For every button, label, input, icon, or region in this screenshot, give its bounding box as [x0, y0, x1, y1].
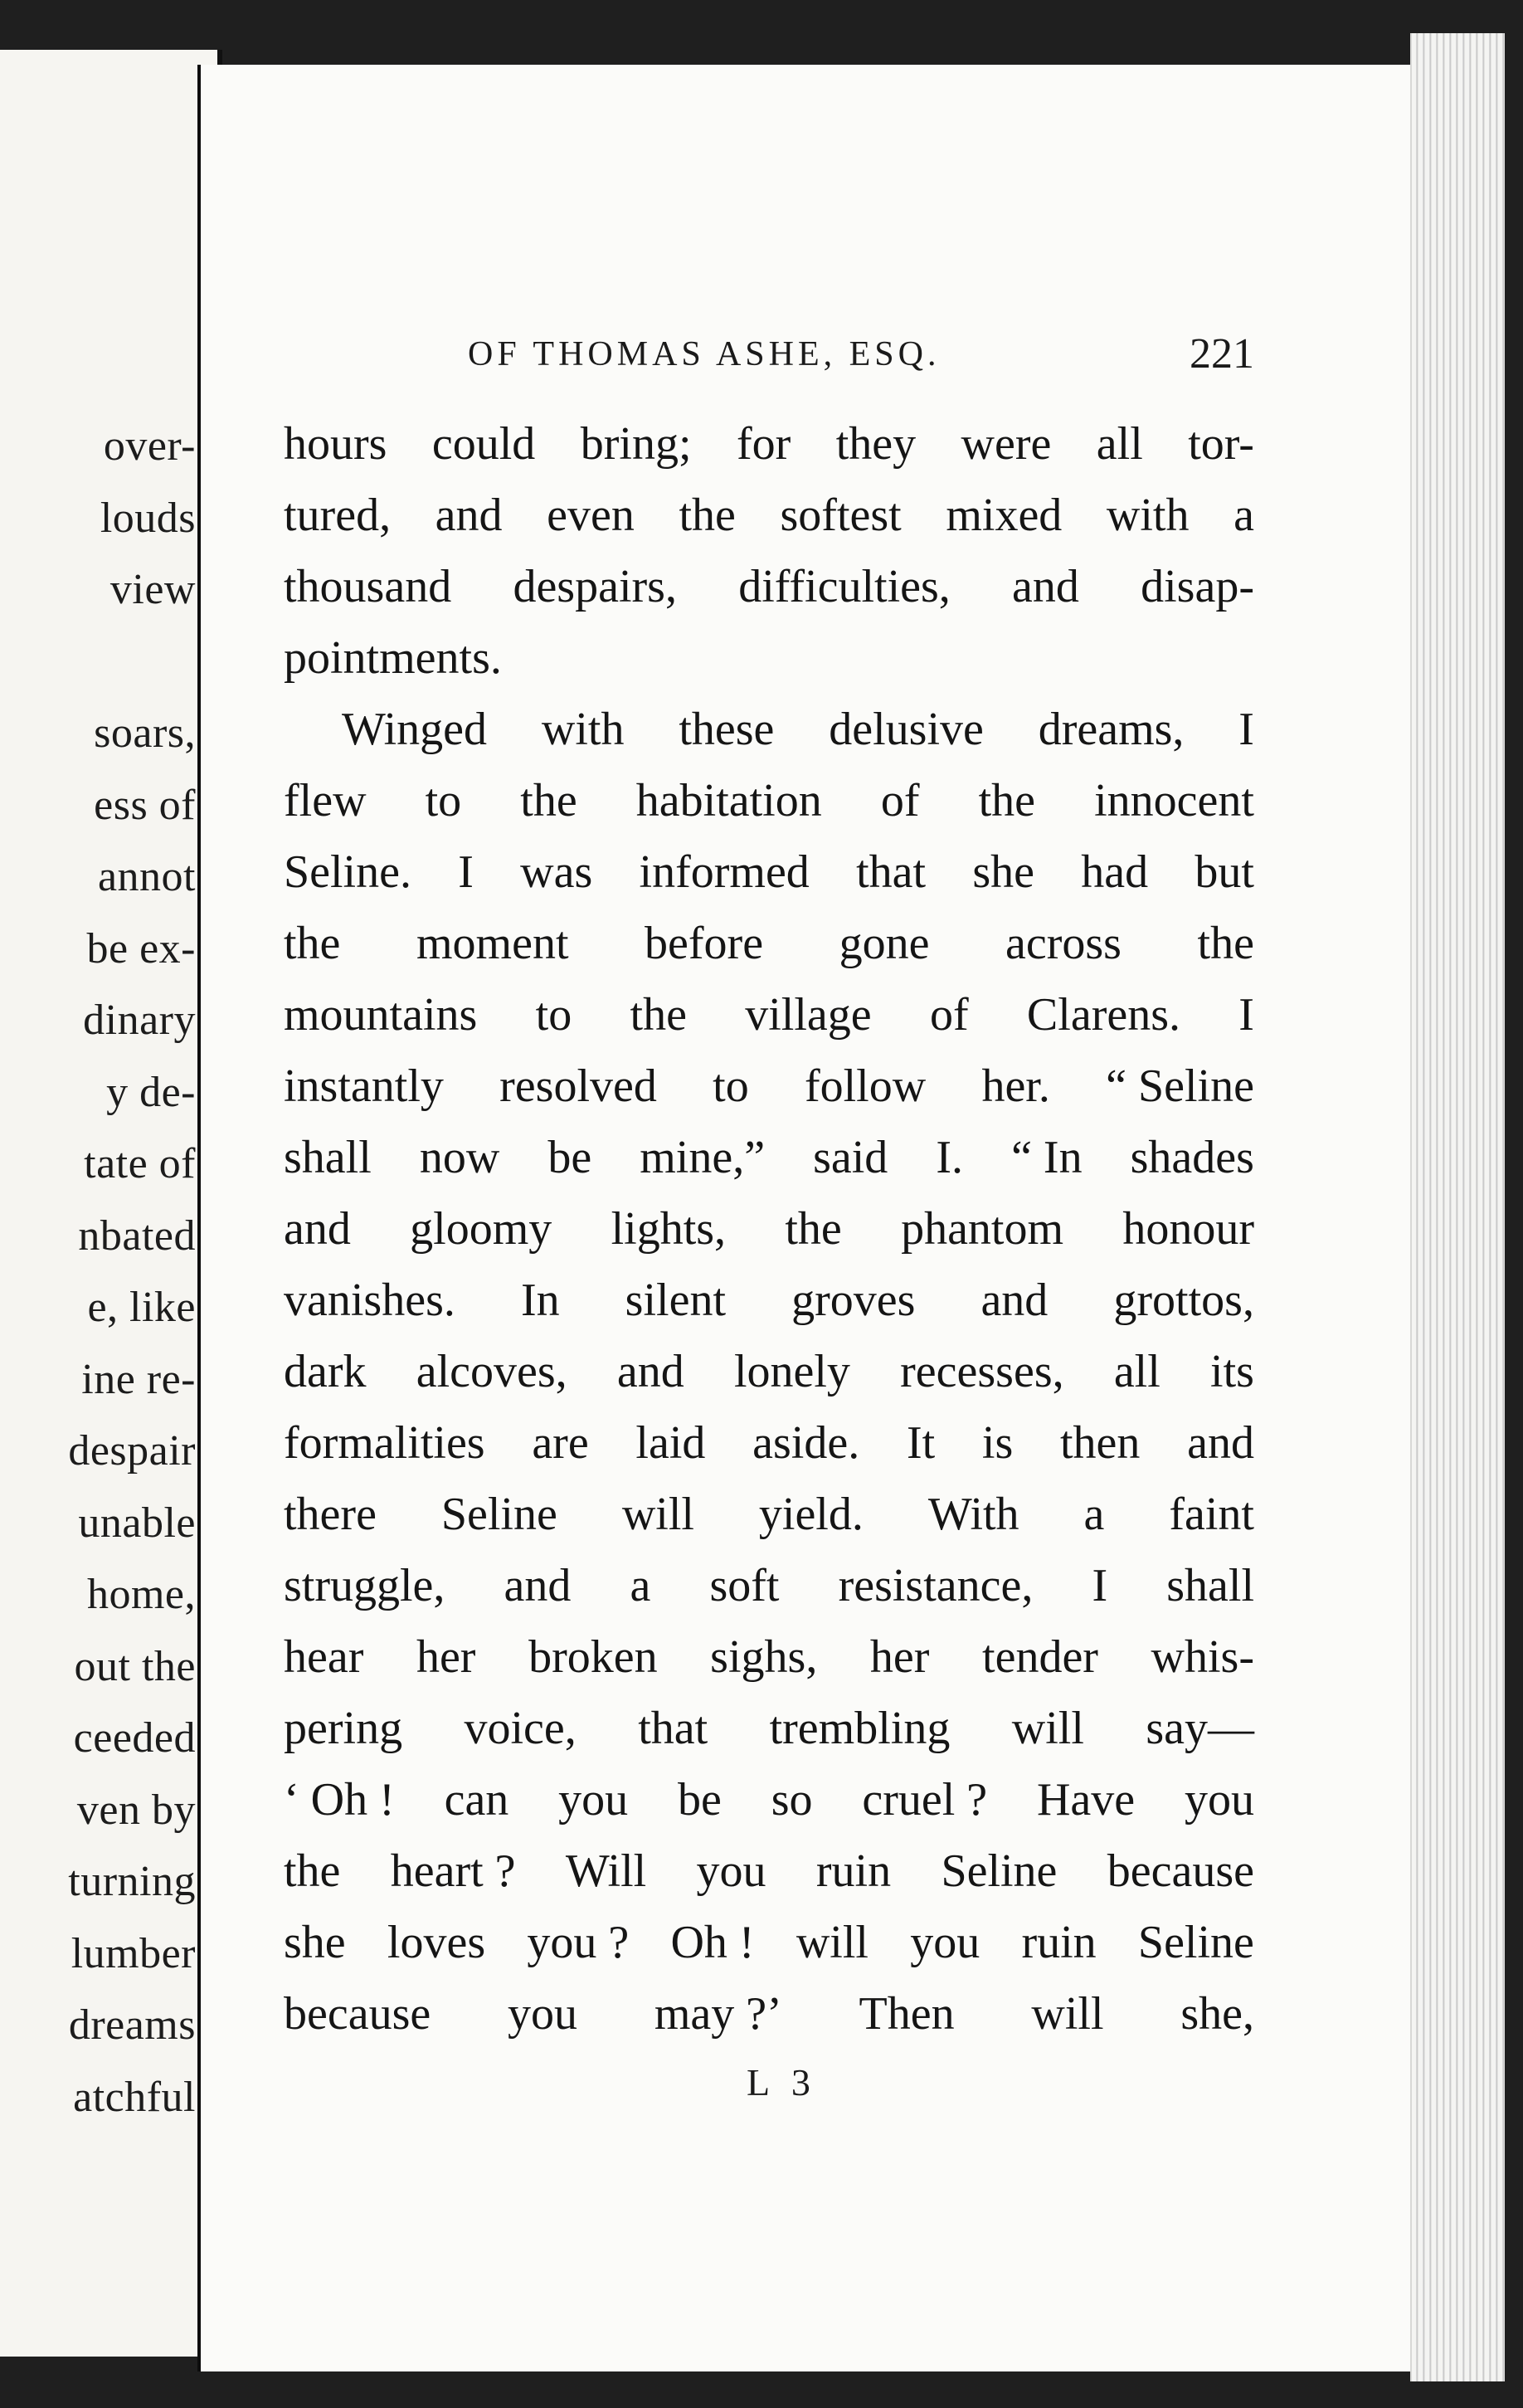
word: the — [520, 775, 577, 826]
facing-page-line: ess of — [94, 781, 196, 829]
facing-page-line: home, — [86, 1571, 196, 1618]
word: a — [1083, 1489, 1105, 1540]
word: despairs, — [513, 561, 677, 612]
word: lights, — [611, 1203, 727, 1255]
word: hear — [284, 1631, 364, 1683]
facing-page-line: lumber — [71, 1929, 196, 1977]
word: across — [1005, 918, 1122, 969]
text-line — [284, 1550, 1254, 1621]
word: thousand — [284, 561, 452, 612]
word: her. — [981, 1060, 1050, 1112]
word: the — [679, 490, 736, 541]
word: you — [558, 1774, 629, 1825]
text-line — [284, 408, 1254, 480]
facing-page-left — [0, 50, 222, 2357]
word: of — [880, 775, 920, 826]
word: the — [284, 1845, 341, 1897]
facing-page-line — [0, 626, 196, 699]
word: soft — [709, 1560, 780, 1611]
facing-page-line: over- — [103, 422, 196, 470]
word: aside. — [752, 1417, 860, 1469]
text-line — [284, 622, 1254, 694]
text-line — [284, 480, 1254, 551]
facing-page-line: atchful — [73, 2073, 196, 2121]
word: now — [419, 1132, 500, 1183]
word: ‘ Oh ! — [284, 1774, 395, 1825]
word: informed — [639, 846, 810, 898]
word: “ In — [1011, 1132, 1083, 1183]
word: and — [616, 1346, 684, 1397]
signature-mark: L 3 — [747, 2061, 817, 2103]
word: shades — [1130, 1132, 1254, 1183]
word: and — [980, 1275, 1049, 1326]
word: Clarens. — [1026, 989, 1180, 1041]
facing-page-line: ven by — [76, 1786, 196, 1834]
word: can — [444, 1774, 509, 1825]
word: Seline. — [284, 846, 411, 898]
word: delusive — [829, 704, 984, 755]
word: I — [1238, 704, 1254, 755]
facing-page-line: out the — [74, 1642, 196, 1690]
word: instantly — [284, 1060, 444, 1112]
word: you — [696, 1845, 766, 1897]
facing-page-line: ine re- — [81, 1355, 196, 1403]
word: say— — [1146, 1703, 1254, 1754]
word: ruin — [815, 1845, 892, 1897]
word: but — [1195, 846, 1254, 898]
word: had — [1081, 846, 1149, 898]
word: you — [508, 1988, 578, 2040]
word: dreams, — [1038, 704, 1185, 755]
word: grottos, — [1113, 1275, 1254, 1326]
word: could — [431, 418, 536, 470]
facing-page-line: despair — [68, 1427, 196, 1475]
word: disap- — [1141, 561, 1254, 612]
word: shall — [284, 1132, 372, 1183]
facing-page-line: dinary — [83, 997, 196, 1044]
word: I — [1238, 989, 1254, 1041]
word: be — [678, 1774, 722, 1825]
text-line — [284, 1265, 1254, 1336]
word: whis- — [1151, 1631, 1254, 1683]
word: will — [796, 1917, 869, 1968]
word: Seline — [1137, 1917, 1254, 1968]
running-head: OF THOMAS ASHE, ESQ. — [468, 335, 941, 373]
word: “ Seline — [1106, 1060, 1254, 1112]
word: flew — [284, 775, 367, 826]
word: dark — [284, 1346, 367, 1397]
word: was — [520, 846, 593, 898]
word: With — [927, 1489, 1019, 1540]
word: mine,” — [640, 1132, 766, 1183]
word: before — [645, 918, 764, 969]
text-line — [284, 1621, 1254, 1693]
word: and — [1187, 1417, 1254, 1469]
facing-page-text — [0, 411, 196, 2133]
word: Winged — [342, 704, 488, 755]
word: I — [1092, 1560, 1108, 1611]
word: will — [621, 1489, 694, 1540]
word: the — [1197, 918, 1254, 969]
word: be — [547, 1132, 592, 1183]
word: you — [910, 1917, 980, 1968]
text-line — [284, 551, 1254, 622]
word: with — [1106, 490, 1190, 541]
word: moment — [416, 918, 569, 969]
word: alcoves, — [416, 1346, 567, 1397]
text-line — [284, 1693, 1254, 1764]
word: are — [532, 1417, 589, 1469]
page-edges — [1410, 33, 1505, 2381]
word: Seline — [941, 1845, 1058, 1897]
facing-page-line: be ex- — [86, 924, 196, 972]
word: she — [972, 846, 1034, 898]
word: will — [1031, 1988, 1104, 2040]
word: may ?’ — [654, 1988, 782, 2040]
word: Then — [859, 1988, 955, 2040]
text-line — [284, 1336, 1254, 1407]
word: you ? — [527, 1917, 630, 1968]
word: cruel ? — [862, 1774, 988, 1825]
word: struggle, — [284, 1560, 445, 1611]
text-line — [284, 1479, 1254, 1550]
word: of — [929, 989, 969, 1041]
word: the — [284, 918, 341, 969]
word: formalities — [284, 1417, 485, 1469]
word: even — [547, 490, 635, 541]
word: softest — [780, 490, 902, 541]
word: faint — [1169, 1489, 1254, 1540]
text-line — [284, 1193, 1254, 1265]
word: the — [785, 1203, 842, 1255]
word: laid — [635, 1417, 706, 1469]
word: heart ? — [390, 1845, 516, 1897]
word: gone — [839, 918, 930, 969]
word: she — [284, 1917, 346, 1968]
word: its — [1210, 1346, 1254, 1397]
word: ruin — [1021, 1917, 1097, 1968]
word: and — [284, 1203, 351, 1255]
word: were — [961, 418, 1052, 470]
word: honour — [1122, 1203, 1254, 1255]
facing-page-line: unable — [78, 1499, 196, 1547]
word: tured, — [284, 490, 392, 541]
word: a — [630, 1560, 651, 1611]
word: Will — [565, 1845, 647, 1897]
word: that — [856, 846, 927, 898]
word: broken — [528, 1631, 658, 1683]
word: difficulties, — [738, 561, 951, 612]
word: because — [1107, 1845, 1254, 1897]
word: she, — [1180, 1988, 1254, 2040]
word: voice, — [464, 1703, 577, 1754]
word: will — [1011, 1703, 1084, 1754]
word: and — [1012, 561, 1079, 612]
text-line — [284, 908, 1254, 979]
word: all — [1096, 418, 1143, 470]
word: gloomy — [410, 1203, 552, 1255]
text-line — [284, 1764, 1254, 1835]
word: habitation — [635, 775, 822, 826]
word: village — [745, 989, 872, 1041]
facing-page-line: view — [109, 566, 196, 613]
word: and — [435, 490, 503, 541]
text-line — [284, 1407, 1254, 1479]
body-text — [284, 408, 1254, 2050]
word: resolved — [499, 1060, 657, 1112]
page-header — [275, 325, 1254, 383]
text-line — [284, 836, 1254, 908]
page-number: 221 — [1190, 330, 1254, 378]
word: mixed — [946, 490, 1063, 541]
word: her — [416, 1631, 476, 1683]
word: vanishes. — [284, 1275, 455, 1326]
facing-page-line: louds — [100, 494, 196, 542]
text-line — [284, 1050, 1254, 1122]
word: phantom — [901, 1203, 1064, 1255]
word: silent — [625, 1275, 726, 1326]
word: the — [978, 775, 1035, 826]
word: tor- — [1188, 418, 1254, 470]
facing-page-line: tate of — [84, 1140, 196, 1187]
word: the — [630, 989, 687, 1041]
word: to — [535, 989, 572, 1041]
word: follow — [804, 1060, 927, 1112]
word: Seline — [440, 1489, 557, 1540]
word: tender — [982, 1631, 1098, 1683]
word: because — [284, 1988, 431, 2040]
word: I. — [936, 1132, 964, 1183]
word: loves — [387, 1917, 486, 1968]
facing-page-line: e, like — [87, 1284, 196, 1331]
facing-page-line: dreams — [68, 2001, 196, 2049]
text-line — [284, 1978, 1254, 2050]
facing-page-line: nbated — [78, 1211, 196, 1260]
word: for — [736, 418, 791, 470]
word: with — [541, 704, 625, 755]
word: then — [1059, 1417, 1141, 1469]
word: these — [679, 704, 775, 755]
text-line — [284, 765, 1254, 836]
word: mountains — [284, 989, 478, 1041]
facing-page-line: y de- — [106, 1068, 196, 1116]
word: resistance, — [838, 1560, 1034, 1611]
word: there — [284, 1489, 377, 1540]
word: I — [458, 846, 474, 898]
word: innocent — [1094, 775, 1254, 826]
text-line — [284, 694, 1254, 765]
word: hours — [284, 418, 387, 470]
text-line — [284, 1122, 1254, 1193]
word: that — [638, 1703, 708, 1754]
text-line — [284, 1907, 1254, 1978]
word: they — [835, 418, 917, 470]
word: you — [1184, 1774, 1254, 1825]
word: lonely — [733, 1346, 850, 1397]
word: her — [869, 1631, 930, 1683]
word: to — [425, 775, 462, 826]
word: Have — [1036, 1774, 1136, 1825]
word: It — [906, 1417, 936, 1469]
text-line — [284, 979, 1254, 1050]
word: a — [1233, 490, 1254, 541]
word: yield. — [758, 1489, 864, 1540]
text-line — [284, 1835, 1254, 1907]
word: sighs, — [710, 1631, 818, 1683]
word: and — [504, 1560, 572, 1611]
word: so — [771, 1774, 813, 1825]
word: bring; — [580, 418, 692, 470]
word: recesses, — [900, 1346, 1064, 1397]
facing-page-line: turning — [68, 1858, 196, 1905]
word: groves — [791, 1275, 916, 1326]
facing-page-line: soars, — [94, 709, 196, 757]
word: pering — [284, 1703, 403, 1754]
facing-page-line: annot — [97, 853, 196, 900]
facing-page-line: ceeded — [73, 1714, 196, 1762]
word: Oh ! — [670, 1917, 755, 1968]
word: is — [981, 1417, 1014, 1469]
word: trembling — [769, 1703, 951, 1754]
word: said — [813, 1132, 888, 1183]
word: pointments. — [284, 632, 502, 684]
word: to — [713, 1060, 749, 1112]
word: In — [520, 1275, 560, 1326]
word: all — [1113, 1346, 1160, 1397]
word: shall — [1166, 1560, 1254, 1611]
